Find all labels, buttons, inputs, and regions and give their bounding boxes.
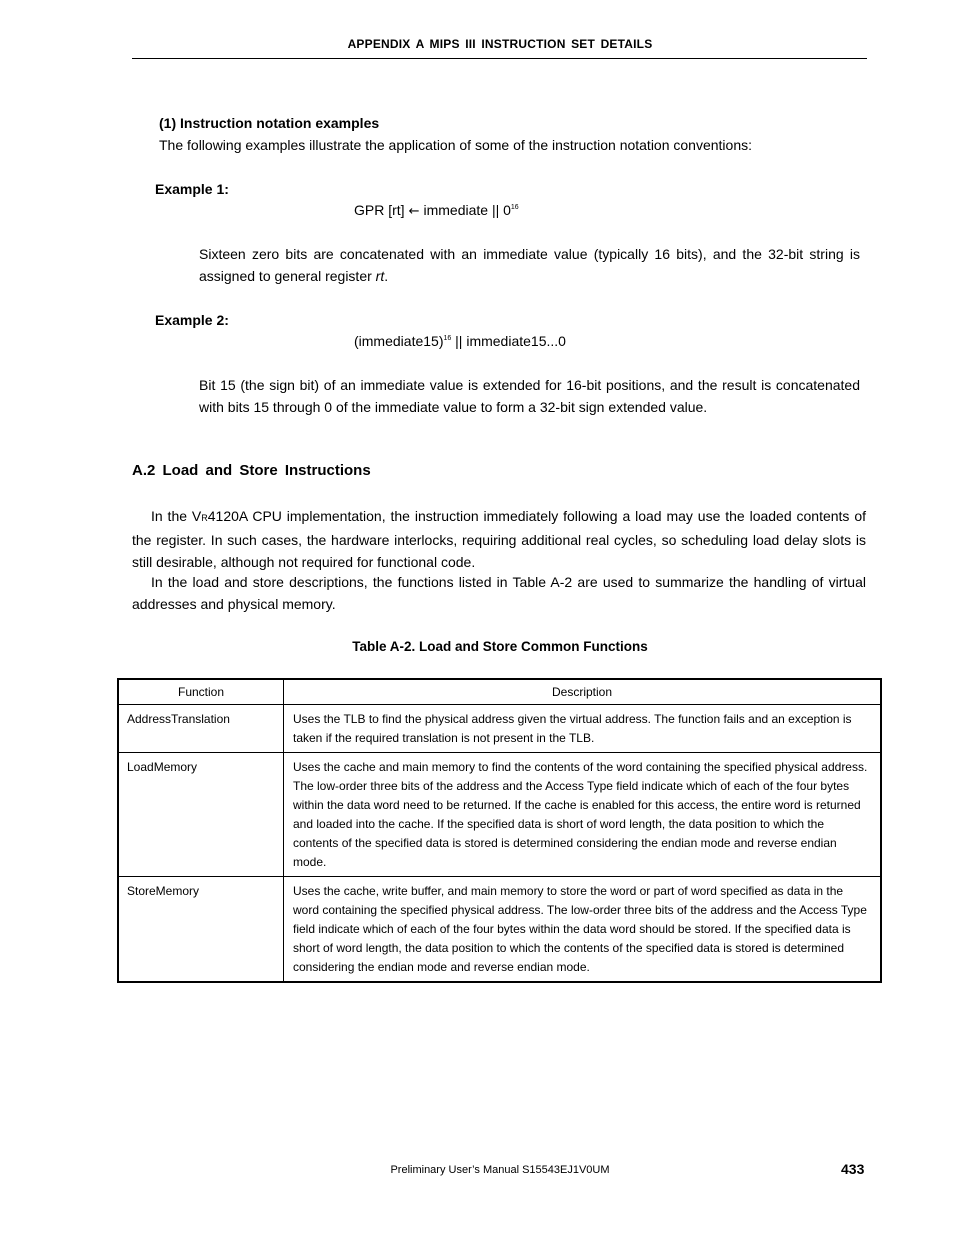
example1-formula-right: immediate || 0: [423, 202, 511, 218]
page-number: 433: [841, 1161, 865, 1177]
column-header-description: Description: [284, 679, 882, 705]
running-header: APPENDIX A MIPS III INSTRUCTION SET DETAILS: [347, 37, 653, 51]
notation-heading: (1) Instruction notation examples: [159, 115, 380, 131]
footer-manual-id: Preliminary User’s Manual S15543EJ1V0UM: [390, 1164, 610, 1176]
example1-text-end: .: [384, 268, 389, 284]
load-store-functions-table: [117, 678, 882, 983]
table-row: [118, 705, 881, 753]
example2-formula: [354, 330, 566, 352]
example1-label: Example 1:: [155, 181, 229, 197]
function-name: LoadMemory: [118, 753, 284, 877]
example2-text: Bit 15 (the sign bit) of an immediate value is extended for 16-bit positions, and the result is concatenated with bits 15 through 0 of the immediate value to form a 32-bit sign extended value.: [199, 377, 860, 415]
table-title: Table A-2. Load and Store Common Functions: [352, 639, 648, 654]
function-name: StoreMemory: [118, 877, 284, 983]
example2-formula-left: (immediate15): [354, 333, 444, 349]
notation-intro: The following examples illustrate the application of some of the instruction notation conventions:: [159, 137, 753, 153]
function-name: AddressTranslation: [118, 705, 284, 753]
example1-text-main: Sixteen zero bits are concatenated with an immediate value (typically 16 bits), and the 32-bit string is assigned to general register: [199, 246, 860, 284]
header-rule: [132, 58, 867, 59]
table-header-row: [118, 679, 881, 705]
column-header-function: Function: [118, 679, 284, 705]
example2-label: Example 2:: [155, 312, 229, 328]
example1-text-italic: rt: [375, 268, 385, 284]
example1-text: [199, 243, 860, 287]
example1-formula-left: GPR [rt]: [354, 202, 405, 218]
para1-post: 4120A CPU implementation, the instruction immediately following a load may use the loaded contents of the register. In such cases, the hardware interlocks, requiring additional real cycles, so scheduling load delay slots is still desirable, although not required for functional code.: [132, 508, 866, 570]
function-description: Uses the cache and main memory to find the contents of the word containing the specified physical address. The low-order three bits of the address and the Access Type field indicate which of each of the four bytes within the data word need to be returned. If the cache is enabled for this access, the entire word is returned and loaded into the cache. If the specified data is short of word length, the data position to which the contents of the specified data is stored is determined considering the endian mode and reverse endian mode.: [284, 753, 882, 877]
example2-formula-superscript: 16: [443, 335, 452, 342]
table-row: [118, 753, 881, 877]
para1-subscript-r: R: [201, 513, 208, 523]
function-description: Uses the TLB to find the physical address given the virtual address. The function fails and an exception is taken if the required translation is not present in the TLB.: [284, 705, 882, 753]
example1-formula: [354, 199, 519, 223]
para1-pre: In the V: [151, 508, 202, 524]
left-arrow-icon: ←: [408, 204, 420, 219]
example2-formula-right: || immediate15...0: [451, 333, 566, 349]
section-title: A.2 Load and Store Instructions: [132, 462, 371, 479]
section-paragraph-1: [132, 505, 866, 573]
section-paragraph-2: In the load and store descriptions, the functions listed in Table A-2 are used to summarize the handling of virtual addresses and physical memory.: [132, 574, 866, 612]
table-row: [118, 877, 881, 983]
function-description: Uses the cache, write buffer, and main memory to store the word or part of word specified as data in the word containing the specified physical address. The low-order three bits of the address and the Access Type field indicate which of each of the four bytes within the data word should be stored. If the specified data is short of word length, the data position to which the contents of the specified data is stored is determined considering the endian mode and reverse endian mode.: [284, 877, 882, 983]
example1-formula-superscript: 16: [510, 204, 519, 211]
